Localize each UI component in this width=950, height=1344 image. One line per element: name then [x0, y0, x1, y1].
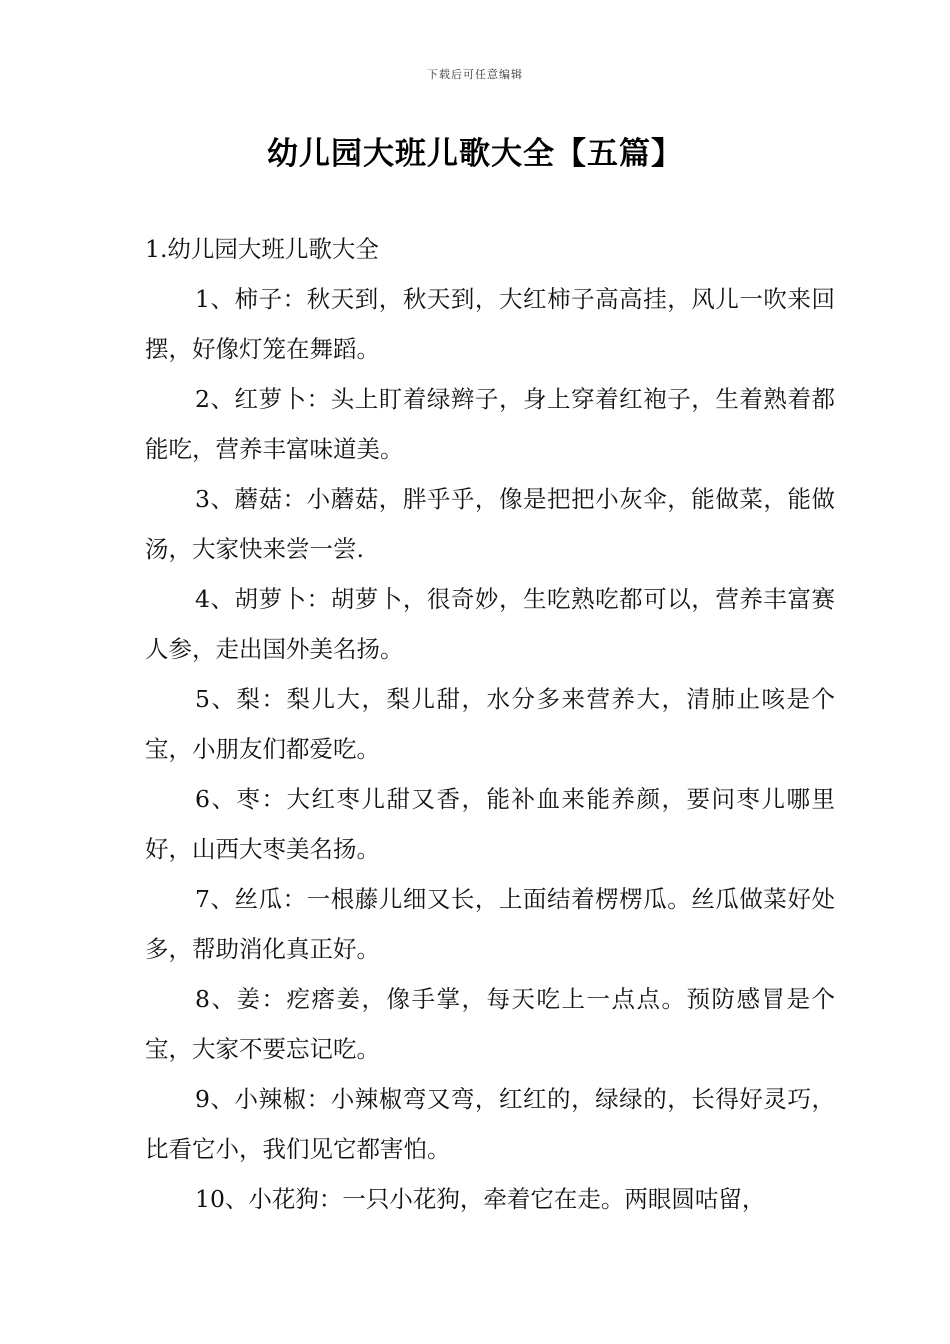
rhyme-item-3: 3、蘑菇：小蘑菇，胖乎乎，像是把把小灰伞，能做菜，能做汤，大家快来尝一尝.: [145, 485, 835, 563]
rhyme-item-7: 7、丝瓜：一根藤儿细又长，上面结着楞楞瓜。丝瓜做菜好处多，帮助消化真正好。: [145, 885, 835, 963]
rhyme-item-8: 8、姜：疙瘩姜，像手掌，每天吃上一点点。预防感冒是个宝，大家不要忘记吃。: [145, 985, 835, 1063]
page-title: 幼儿园大班儿歌大全【五篇】: [267, 136, 683, 172]
rhyme-item-4: 4、胡萝卜：胡萝卜，很奇妙，生吃熟吃都可以，营养丰富赛人参，走出国外美名扬。: [145, 585, 835, 663]
document-body: [145, 224, 835, 1224]
header-note: 下载后可任意编辑: [427, 68, 523, 81]
rhyme-item-6: 6、枣：大红枣儿甜又香，能补血来能养颜，要问枣儿哪里好，山西大枣美名扬。: [145, 785, 835, 863]
rhyme-item-9: 9、小辣椒：小辣椒弯又弯，红红的，绿绿的，长得好灵巧，比看它小，我们见它都害怕。: [145, 1085, 835, 1163]
rhyme-item-10: 10、小花狗：一只小花狗，牵着它在走。两眼圆咕留，: [195, 1185, 766, 1213]
rhyme-item-5: 5、梨：梨儿大，梨儿甜，水分多来营养大，清肺止咳是个宝，小朋友们都爱吃。: [145, 685, 835, 763]
rhyme-item-2: 2、红萝卜：头上盯着绿辫子，身上穿着红袍子，生着熟着都能吃，营养丰富味道美。: [145, 385, 835, 463]
rhyme-item-1: 1、柿子：秋天到，秋天到，大红柿子高高挂，风儿一吹来回摆，好像灯笼在舞蹈。: [145, 285, 835, 363]
section-heading: 1.幼儿园大班儿歌大全: [145, 235, 379, 263]
